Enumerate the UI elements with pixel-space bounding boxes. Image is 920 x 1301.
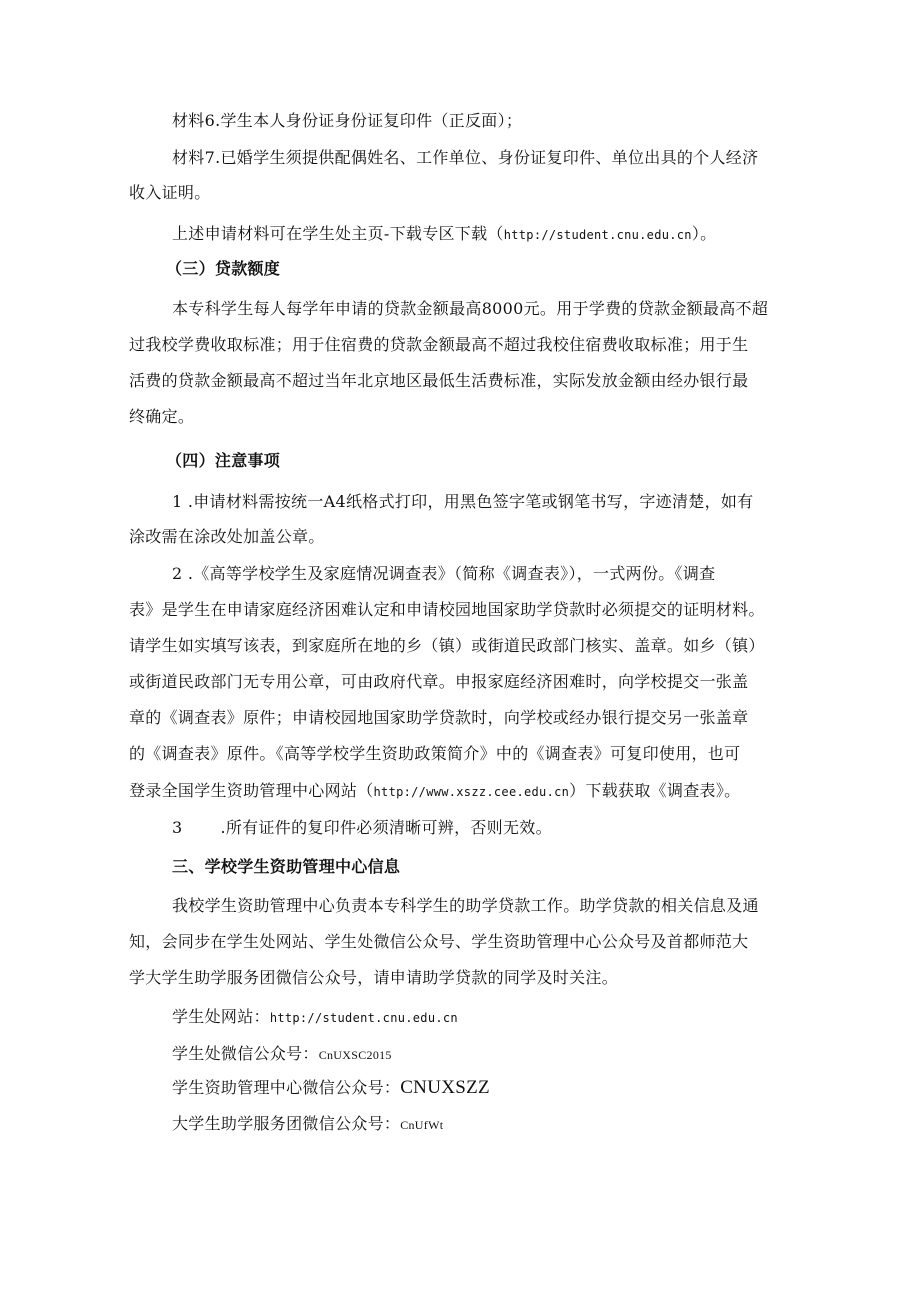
xszz-url-link[interactable]: http://www.xszz.cee.edu.cn xyxy=(373,785,570,799)
notice-2-line-7-end: ）下载获取《调查表》。 xyxy=(569,781,741,800)
section-3-heading: （三）贷款额度 xyxy=(166,259,281,278)
notice-2-line-2: 表》是学生在申请家庭经济困难认定和申请校园地国家助学贷款时必须提交的证明材料。 xyxy=(129,600,765,619)
notice-2-line-3: 请学生如实填写该表，到家庭所在地的乡（镇）或街道民政部门核实、盖章。如乡（镇） xyxy=(129,636,765,655)
download-note-text: 上述申请材料可在学生处主页-下载专区下载（ xyxy=(172,224,504,243)
notice-2-line-7-text: 登录全国学生资助管理中心网站（ xyxy=(129,781,374,800)
part-3-line-3: 学大学生助学服务团微信公众号，请申请助学贷款的同学及时关注。 xyxy=(129,968,619,987)
service-group-wechat xyxy=(0,1113,920,1136)
section-4-heading: （四）注意事项 xyxy=(166,451,281,470)
wechat-2-label: 学生资助管理中心微信公众号： xyxy=(172,1078,401,1097)
material-7-line-1: 材料7.已婚学生须提供配偶姓名、工作单位、身份证复印件、单位出具的个人经济 xyxy=(172,148,759,167)
section-3-line-2: 过我校学费收取标准；用于住宿费的贷款金额最高不超过我校住宿费收取标准；用于生 xyxy=(129,335,749,354)
material-6: 材料6.学生本人身份证身份证复印件（正反面）； xyxy=(172,111,523,130)
wechat-3-label: 大学生助学服务团微信公众号： xyxy=(172,1114,401,1133)
notice-2-line-4: 或街道民政部门无专用公章，可由政府代章。申报家庭经济困难时，向学校提交一张盖 xyxy=(129,672,749,691)
part-3-line-2: 知，会同步在学生处网站、学生处微信公众号、学生资助管理中心公众号及首都师范大 xyxy=(129,932,749,951)
notice-2-line-5: 章的《调查表》原件；申请校园地国家助学贷款时，向学校或经办银行提交另一张盖章 xyxy=(129,708,749,727)
student-office-website xyxy=(0,1006,920,1029)
notice-2-line-1: 2 .《高等学校学生及家庭情况调查表》（简称《调查表》），一式两份。《调查 xyxy=(172,564,716,583)
notice-3-text: .所有证件的复印件必须清晰可辨，否则无效。 xyxy=(220,818,552,837)
notice-2-line-7 xyxy=(0,780,920,803)
notice-2-line-6: 的《调查表》原件。《高等学校学生资助政策简介》中的《调查表》可复印使用，也可 xyxy=(129,744,741,763)
aid-center-wechat xyxy=(0,1077,920,1099)
section-3-line-3: 活费的贷款金额最高不超过当年北京地区最低生活费标准，实际发放金额由经办银行最 xyxy=(129,371,749,390)
notice-1-line-2: 涂改需在涂改处加盖公章。 xyxy=(129,527,325,546)
part-3-heading: 三、学校学生资助管理中心信息 xyxy=(172,857,401,876)
wechat-1-value: CnUXSC2015 xyxy=(318,1048,392,1062)
wechat-2-value: CNUXSZZ xyxy=(400,1077,490,1098)
download-url-link[interactable]: http://student.cnu.edu.cn xyxy=(503,228,692,242)
notice-3-number: 3 xyxy=(172,818,183,837)
part-3-line-1: 我校学生资助管理中心负责本专科学生的助学贷款工作。助学贷款的相关信息及通 xyxy=(172,896,759,915)
download-note-end: ）。 xyxy=(691,224,717,243)
wechat-1-label: 学生处微信公众号： xyxy=(172,1044,319,1063)
student-office-wechat xyxy=(0,1043,920,1066)
section-3-line-1: 本专科学生每人每学年申请的贷款金额最高8000元。用于学费的贷款金额最高不超 xyxy=(172,299,769,318)
website-url-link[interactable]: http://student.cnu.edu.cn xyxy=(269,1011,458,1025)
notice-3 xyxy=(0,817,920,839)
notice-1-line-1: 1 .申请材料需按统一A4纸格式打印，用黑色签字笔或钢笔书写，字迹清楚，如有 xyxy=(172,492,754,511)
download-note xyxy=(0,223,920,246)
wechat-3-value: CnUfWt xyxy=(400,1118,444,1132)
section-3-line-4: 终确定。 xyxy=(129,407,195,426)
material-7-line-2: 收入证明。 xyxy=(129,183,211,202)
website-label: 学生处网站： xyxy=(172,1007,270,1026)
